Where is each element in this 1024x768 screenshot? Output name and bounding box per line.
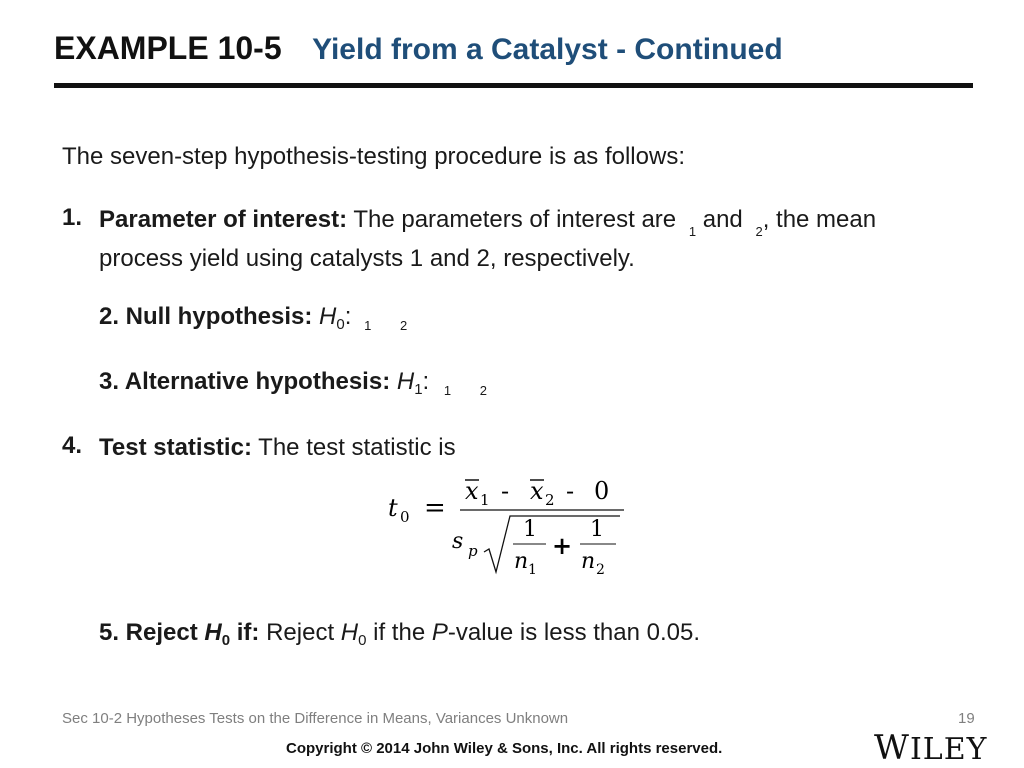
- formula-n2-sub: 2: [596, 562, 605, 578]
- formula-minus-2: -: [566, 477, 575, 505]
- formula-x1-sub: 1: [480, 491, 490, 509]
- example-number: EXAMPLE 10-5: [54, 30, 282, 66]
- formula-n1-sub: 1: [528, 562, 537, 578]
- step-1-line-1: [99, 202, 876, 241]
- step-3-h: H: [396, 368, 415, 395]
- step-2-mu1: 1: [364, 318, 372, 333]
- step-1-text-b: and: [702, 206, 743, 233]
- step-5-h: H: [340, 619, 359, 646]
- step-2-colon: :: [344, 303, 352, 330]
- wiley-logo: [874, 728, 987, 768]
- formula-equals: =: [424, 493, 446, 523]
- step-4-label: Test statistic:: [99, 434, 252, 461]
- logo-rest: ILEY: [909, 732, 988, 767]
- step-5-text-a: Reject: [266, 619, 335, 646]
- step-4: [99, 430, 456, 466]
- mu1-subscript: 1: [688, 224, 697, 239]
- step-5-text-b: if the: [373, 619, 426, 646]
- formula-x1: x: [465, 477, 479, 505]
- step-5-h-sub: 0: [358, 632, 367, 649]
- formula-one-1: 1: [523, 517, 537, 542]
- step-5: [99, 615, 700, 654]
- formula-x2: x: [530, 477, 544, 505]
- formula-s: s: [452, 529, 464, 554]
- formula-zero: 0: [594, 477, 610, 505]
- step-1-text-a: The parameters of interest are: [353, 206, 677, 233]
- step-1-number: 1.: [62, 204, 83, 231]
- step-1-label: Parameter of interest:: [99, 206, 348, 233]
- step-2-label: 2. Null hypothesis:: [99, 303, 313, 330]
- step-2-mu2: 2: [399, 318, 408, 333]
- step-3-colon: :: [422, 368, 430, 395]
- formula-s-sub: p: [468, 542, 478, 560]
- step-5-label-h: H: [204, 619, 222, 646]
- title-divider: [54, 83, 973, 88]
- step-4-number: 4.: [62, 432, 83, 459]
- formula-x2-sub: 2: [545, 491, 555, 509]
- test-statistic-formula: [380, 470, 640, 580]
- step-1-line-2: process yield using catalysts 1 and 2, respectively.: [99, 245, 635, 272]
- step-2-h-sub: 0: [336, 316, 345, 333]
- logo-first-letter: W: [874, 728, 910, 768]
- formula-t-sub: 0: [400, 508, 410, 526]
- step-3-h-sub: 1: [414, 381, 423, 398]
- slide-title: [54, 30, 783, 67]
- step-5-text-c: -value is less than 0.05.: [447, 619, 700, 646]
- step-1: [99, 202, 876, 277]
- formula-plus: +: [552, 531, 573, 560]
- formula-n2: n: [581, 549, 596, 574]
- section-footer: Sec 10-2 Hypotheses Tests on the Difference in Means, Variances Unknown: [62, 710, 569, 727]
- formula-t: t: [388, 494, 398, 522]
- formula-one-2: 1: [590, 517, 604, 542]
- step-3-mu2: 2: [479, 383, 488, 398]
- step-5-label-a: 5. Reject: [99, 619, 198, 646]
- formula-n1: n: [514, 549, 529, 574]
- copyright-notice: Copyright © 2014 John Wiley & Sons, Inc. All rights reserved.: [286, 740, 723, 757]
- step-2-h: H: [319, 303, 337, 330]
- mu2-subscript: 2: [755, 224, 763, 239]
- intro-text: The seven-step hypothesis-testing procedure is as follows:: [62, 143, 685, 170]
- example-title: Yield from a Catalyst - Continued: [312, 33, 783, 66]
- formula-graphic: [380, 470, 640, 580]
- step-5-label-b: if:: [236, 619, 260, 646]
- step-5-label-h-sub: 0: [221, 632, 231, 649]
- step-3-mu1: 1: [443, 383, 452, 398]
- step-3: [99, 364, 487, 403]
- page-number: 19: [958, 710, 975, 727]
- formula-minus-1: -: [501, 477, 510, 505]
- step-4-text: The test statistic is: [258, 434, 456, 461]
- step-2: [99, 299, 407, 338]
- step-3-label: 3. Alternative hypothesis:: [99, 368, 391, 395]
- step-1-text-c: , the mean: [762, 206, 877, 233]
- step-5-p: P: [431, 619, 448, 646]
